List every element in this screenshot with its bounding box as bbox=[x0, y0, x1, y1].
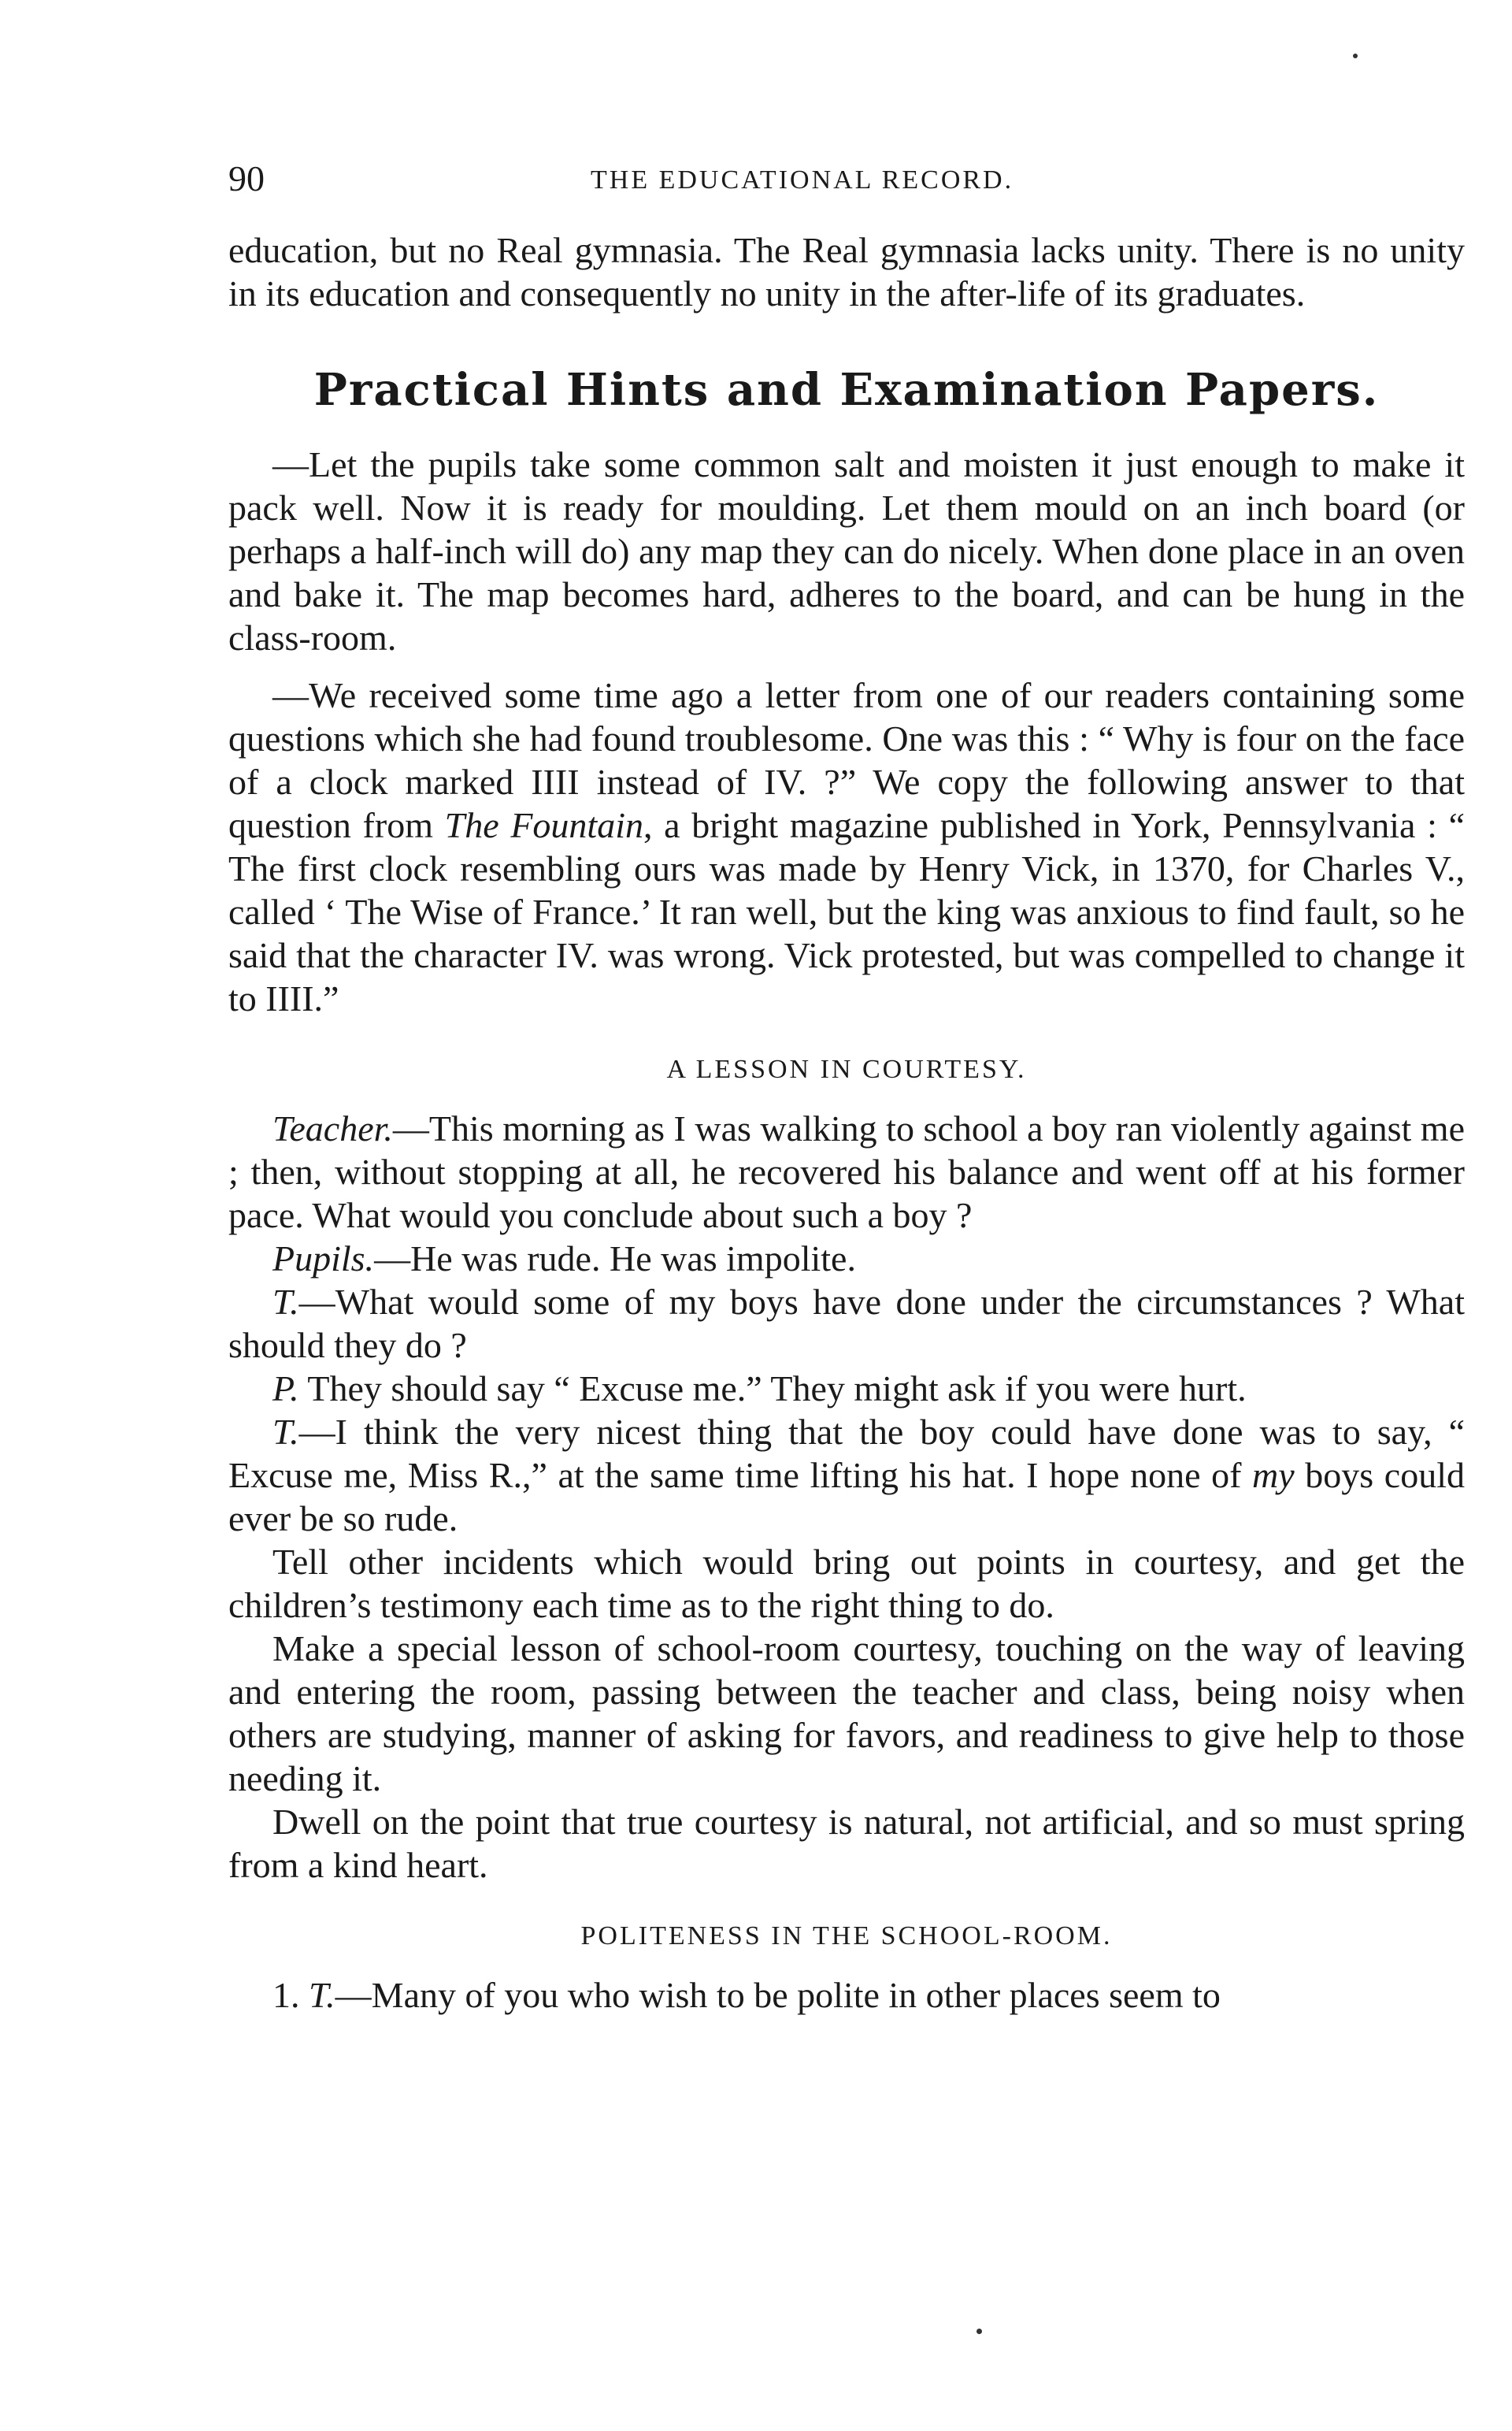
clock-source: The Fountain bbox=[444, 805, 643, 845]
speaker-label: T. bbox=[272, 1412, 299, 1452]
dialogue-line bbox=[228, 1410, 1465, 1540]
salt-map-paragraph: —Let the pupils take some common salt and moisten it just enough to make it pack well. Now it is ready for moulding. Let them mould on an inch board (or perhaps a half-inch will do) any map they can do nicely. When done place in an oven and bake it. The map becomes hard, adheres to the board, and can be hung in the class-room. bbox=[228, 444, 1465, 658]
speaker-label: T. bbox=[272, 1282, 299, 1322]
politeness-heading: POLITENESS IN THE SCHOOL-ROOM. bbox=[580, 1921, 1113, 1950]
dialogue-text: boys could ever be so rude. bbox=[228, 1455, 1465, 1538]
clock-paragraph bbox=[228, 674, 1465, 1020]
speaker-label: Pupils. bbox=[272, 1238, 375, 1279]
dialogue-text: —I think the very nicest thing that the boy could have done was to say, “ Excuse me, Miss R.,” at the same time lifting his hat. I hope none of bbox=[228, 1412, 1465, 1495]
emphasis: my bbox=[1252, 1455, 1295, 1495]
incidents-paragraph: Tell other incidents which would bring out points in courtesy, and get the children’s testimony each time as to the right thing to do. bbox=[228, 1542, 1465, 1625]
dialogue-line bbox=[228, 1237, 1465, 1280]
intro-paragraph: education, but no Real gymnasia. The Real gymnasia lacks unity. There is no unity in its education and consequently no unity in the after-life of its graduates. bbox=[228, 230, 1465, 314]
section-title: Practical Hints and Examination Papers. bbox=[313, 364, 1380, 416]
courtesy-natural-paragraph: Dwell on the point that true courtesy is natural, not artificial, and so must spring from a kind heart. bbox=[228, 1802, 1465, 1885]
ink-speck bbox=[976, 2329, 982, 2334]
page-content bbox=[228, 158, 1465, 2017]
speaker-label: Teacher. bbox=[272, 1108, 393, 1149]
item-number: 1. bbox=[272, 1975, 300, 2015]
clock-text-1: —We received some time ago a letter from one of our readers containing some questions which she had found troublesome. One was this : “ Why is four on the face of a clock marked IIII instead of IV. ?” We copy the following answer to that question from bbox=[228, 675, 1465, 845]
speaker-label: P. bbox=[272, 1368, 299, 1408]
dialogue-text: —This morning as I was walking to school a boy ran violently against me ; then, without stopping at all, he recovered his balance and went off at his former pace. What would you conclude about such a boy ? bbox=[228, 1108, 1465, 1235]
dialogue-text: —What would some of my boys have done under the circumstances ? What should they do ? bbox=[228, 1282, 1465, 1365]
ink-speck bbox=[1353, 54, 1358, 58]
dialogue-text: They should say “ Excuse me.” They might ask if you were hurt. bbox=[298, 1368, 1247, 1408]
numbered-item bbox=[228, 1973, 1465, 2017]
clock-text-2: , a bright magazine published in York, Pennsylvania : “ The first clock resembling ours was made by Henry Vick, in 1370, for Charles V., called ‘ The Wise of France.’ It ran well, but the king was anxious to find fault, so he said that the character IV. was wrong. Vick protested, but was compelled to change it to IIII.” bbox=[228, 805, 1465, 1019]
dialogue-line bbox=[228, 1280, 1465, 1367]
item-text: —Many of you who wish to be polite in other places seem to bbox=[335, 1975, 1221, 2015]
dialogue-line bbox=[228, 1367, 1465, 1410]
dialogue-line bbox=[228, 1107, 1465, 1237]
page-number: 90 bbox=[228, 158, 265, 199]
lesson-heading: A LESSON IN COURTESY. bbox=[666, 1055, 1027, 1084]
dialogue-text: —He was rude. He was impolite. bbox=[374, 1238, 856, 1279]
special-lesson-paragraph: Make a special lesson of school-room courtesy, touching on the way of leaving and entering the room, passing between the teacher and class, being noisy when others are studying, manner of asking for favors, and readiness to give help to those needing it. bbox=[228, 1628, 1465, 1798]
speaker-label: T. bbox=[309, 1975, 335, 2015]
running-head bbox=[228, 158, 1465, 213]
journal-title: THE EDUCATIONAL RECORD. bbox=[591, 165, 1014, 195]
